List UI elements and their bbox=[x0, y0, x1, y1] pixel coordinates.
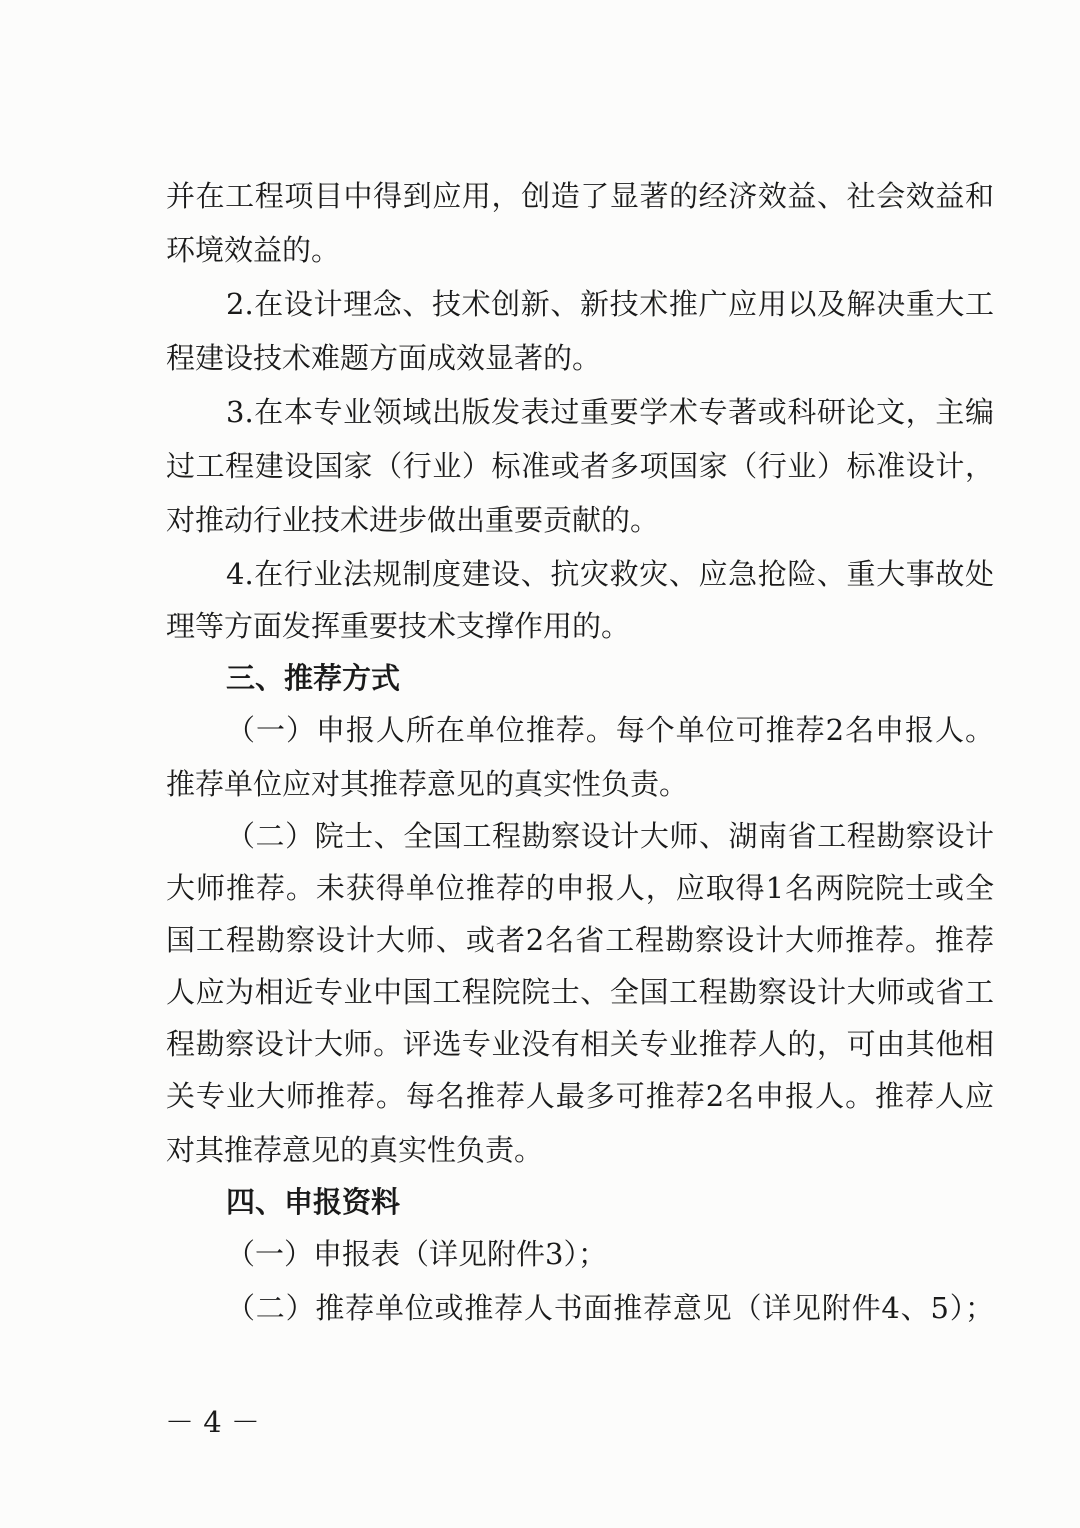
body-text-line: 对其推荐意见的真实性负责。 bbox=[166, 1133, 544, 1167]
list-item-line: （一）申报表（详见附件3）； bbox=[226, 1237, 607, 1271]
body-text-line: （二）院士、全国工程勘察设计大师、湖南省工程勘察设计 bbox=[226, 819, 994, 853]
section-heading-materials: 四、申报资料 bbox=[226, 1185, 401, 1219]
body-text-line: 关专业大师推荐。每名推荐人最多可推荐2名申报人。推荐人应 bbox=[166, 1079, 994, 1113]
list-item-line: 2.在设计理念、技术创新、新技术推广应用以及解决重大工 bbox=[226, 287, 994, 321]
section-heading-recommendation: 三、推荐方式 bbox=[226, 661, 401, 695]
body-text-line: 过工程建设国家（行业）标准或者多项国家（行业）标准设计， bbox=[166, 449, 994, 483]
body-text-line: 人应为相近专业中国工程院院士、全国工程勘察设计大师或省工 bbox=[166, 975, 994, 1009]
body-text-line: 并在工程项目中得到应用，创造了显著的经济效益、社会效益和 bbox=[166, 179, 994, 213]
body-text-line: 环境效益的。 bbox=[166, 233, 341, 267]
body-text-line: （一）申报人所在单位推荐。每个单位可推荐2名申报人。 bbox=[226, 713, 994, 747]
list-item-line: 4.在行业法规制度建设、抗灾救灾、应急抢险、重大事故处 bbox=[226, 557, 994, 591]
body-text-line: 推荐单位应对其推荐意见的真实性负责。 bbox=[166, 767, 689, 801]
page-number: － 4 － bbox=[165, 1405, 260, 1439]
body-text-line: 国工程勘察设计大师、或者2名省工程勘察设计大师推荐。推荐 bbox=[166, 923, 994, 957]
body-text-line: 对推动行业技术进步做出重要贡献的。 bbox=[166, 503, 660, 537]
list-item-line: （二）推荐单位或推荐人书面推荐意见（详见附件4、5）； bbox=[226, 1291, 994, 1325]
body-text-line: 理等方面发挥重要技术支撑作用的。 bbox=[166, 609, 631, 643]
body-text-line: 大师推荐。未获得单位推荐的申报人，应取得1名两院院士或全 bbox=[166, 871, 994, 905]
list-item-line: 3.在本专业领域出版发表过重要学术专著或科研论文，主编 bbox=[226, 395, 994, 429]
body-text-line: 程勘察设计大师。评选专业没有相关专业推荐人的，可由其他相 bbox=[166, 1027, 994, 1061]
body-text-line: 程建设技术难题方面成效显著的。 bbox=[166, 341, 602, 375]
